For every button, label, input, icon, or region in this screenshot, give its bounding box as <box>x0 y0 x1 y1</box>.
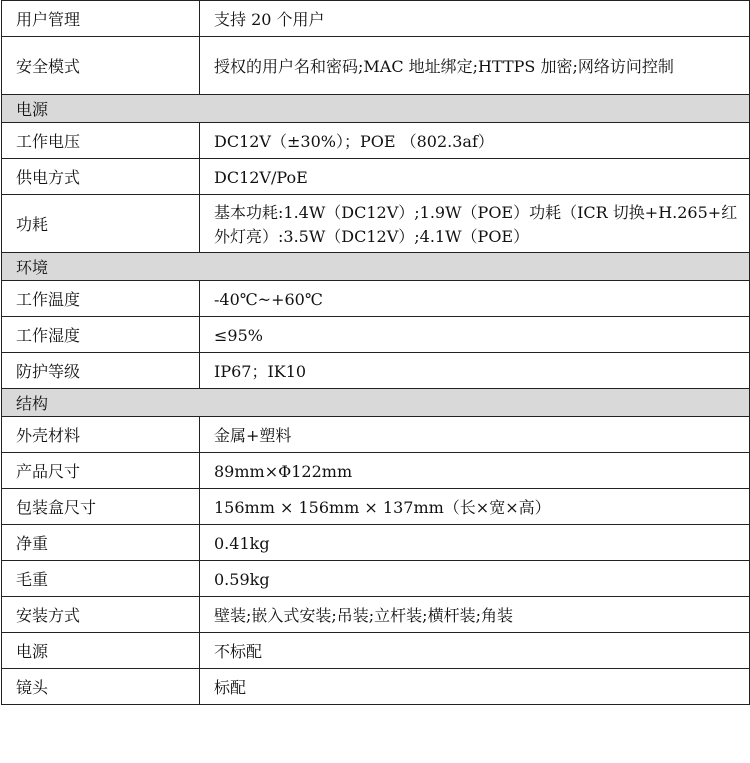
section-header-row <box>2 389 750 417</box>
spec-key: 镜头 <box>2 669 200 705</box>
section-header: 结构 <box>2 389 750 417</box>
spec-value: 壁装;嵌入式安装;吊装;立杆装;横杆装;角装 <box>200 597 750 633</box>
spec-value: DC12V（±30%）；POE （802.3af） <box>200 123 750 159</box>
spec-row <box>2 633 750 669</box>
spec-row <box>2 525 750 561</box>
spec-table <box>1 0 750 705</box>
spec-key: 供电方式 <box>2 159 200 195</box>
spec-value: 89mm×Φ122mm <box>200 453 750 489</box>
spec-row <box>2 1 750 37</box>
spec-key: 外壳材料 <box>2 417 200 453</box>
section-header-row <box>2 253 750 281</box>
spec-key: 电源 <box>2 633 200 669</box>
spec-value: 基本功耗:1.4W（DC12V）;1.9W（POE）功耗（ICR 切换+H.265+红外灯亮）:3.5W（DC12V）;4.1W（POE） <box>200 195 750 253</box>
spec-row <box>2 123 750 159</box>
section-header: 电源 <box>2 95 750 123</box>
spec-row <box>2 317 750 353</box>
spec-value: 支持 20 个用户 <box>200 1 750 37</box>
spec-row <box>2 281 750 317</box>
spec-row <box>2 453 750 489</box>
spec-value: 0.59kg <box>200 561 750 597</box>
spec-key: 功耗 <box>2 195 200 253</box>
spec-row <box>2 489 750 525</box>
spec-key: 包装盒尺寸 <box>2 489 200 525</box>
spec-value: 标配 <box>200 669 750 705</box>
spec-key: 净重 <box>2 525 200 561</box>
spec-key: 安全模式 <box>2 37 200 95</box>
spec-row <box>2 195 750 253</box>
spec-value: ≤95% <box>200 317 750 353</box>
spec-value: 0.41kg <box>200 525 750 561</box>
spec-key: 产品尺寸 <box>2 453 200 489</box>
spec-row <box>2 561 750 597</box>
spec-row <box>2 597 750 633</box>
spec-row <box>2 353 750 389</box>
spec-value: -40℃~+60℃ <box>200 281 750 317</box>
spec-value: 金属+塑料 <box>200 417 750 453</box>
spec-key: 防护等级 <box>2 353 200 389</box>
spec-value: 授权的用户名和密码;MAC 地址绑定;HTTPS 加密;网络访问控制 <box>200 37 750 95</box>
spec-row <box>2 159 750 195</box>
spec-row <box>2 37 750 95</box>
spec-value: 156mm × 156mm × 137mm（长×宽×高） <box>200 489 750 525</box>
spec-value: DC12V/PoE <box>200 159 750 195</box>
spec-key: 工作湿度 <box>2 317 200 353</box>
spec-key: 毛重 <box>2 561 200 597</box>
spec-key: 工作电压 <box>2 123 200 159</box>
spec-table-body <box>2 1 750 705</box>
spec-key: 安装方式 <box>2 597 200 633</box>
spec-row <box>2 669 750 705</box>
spec-key: 工作温度 <box>2 281 200 317</box>
section-header: 环境 <box>2 253 750 281</box>
section-header-row <box>2 95 750 123</box>
spec-row <box>2 417 750 453</box>
spec-key: 用户管理 <box>2 1 200 37</box>
spec-value: 不标配 <box>200 633 750 669</box>
spec-value: IP67；IK10 <box>200 353 750 389</box>
